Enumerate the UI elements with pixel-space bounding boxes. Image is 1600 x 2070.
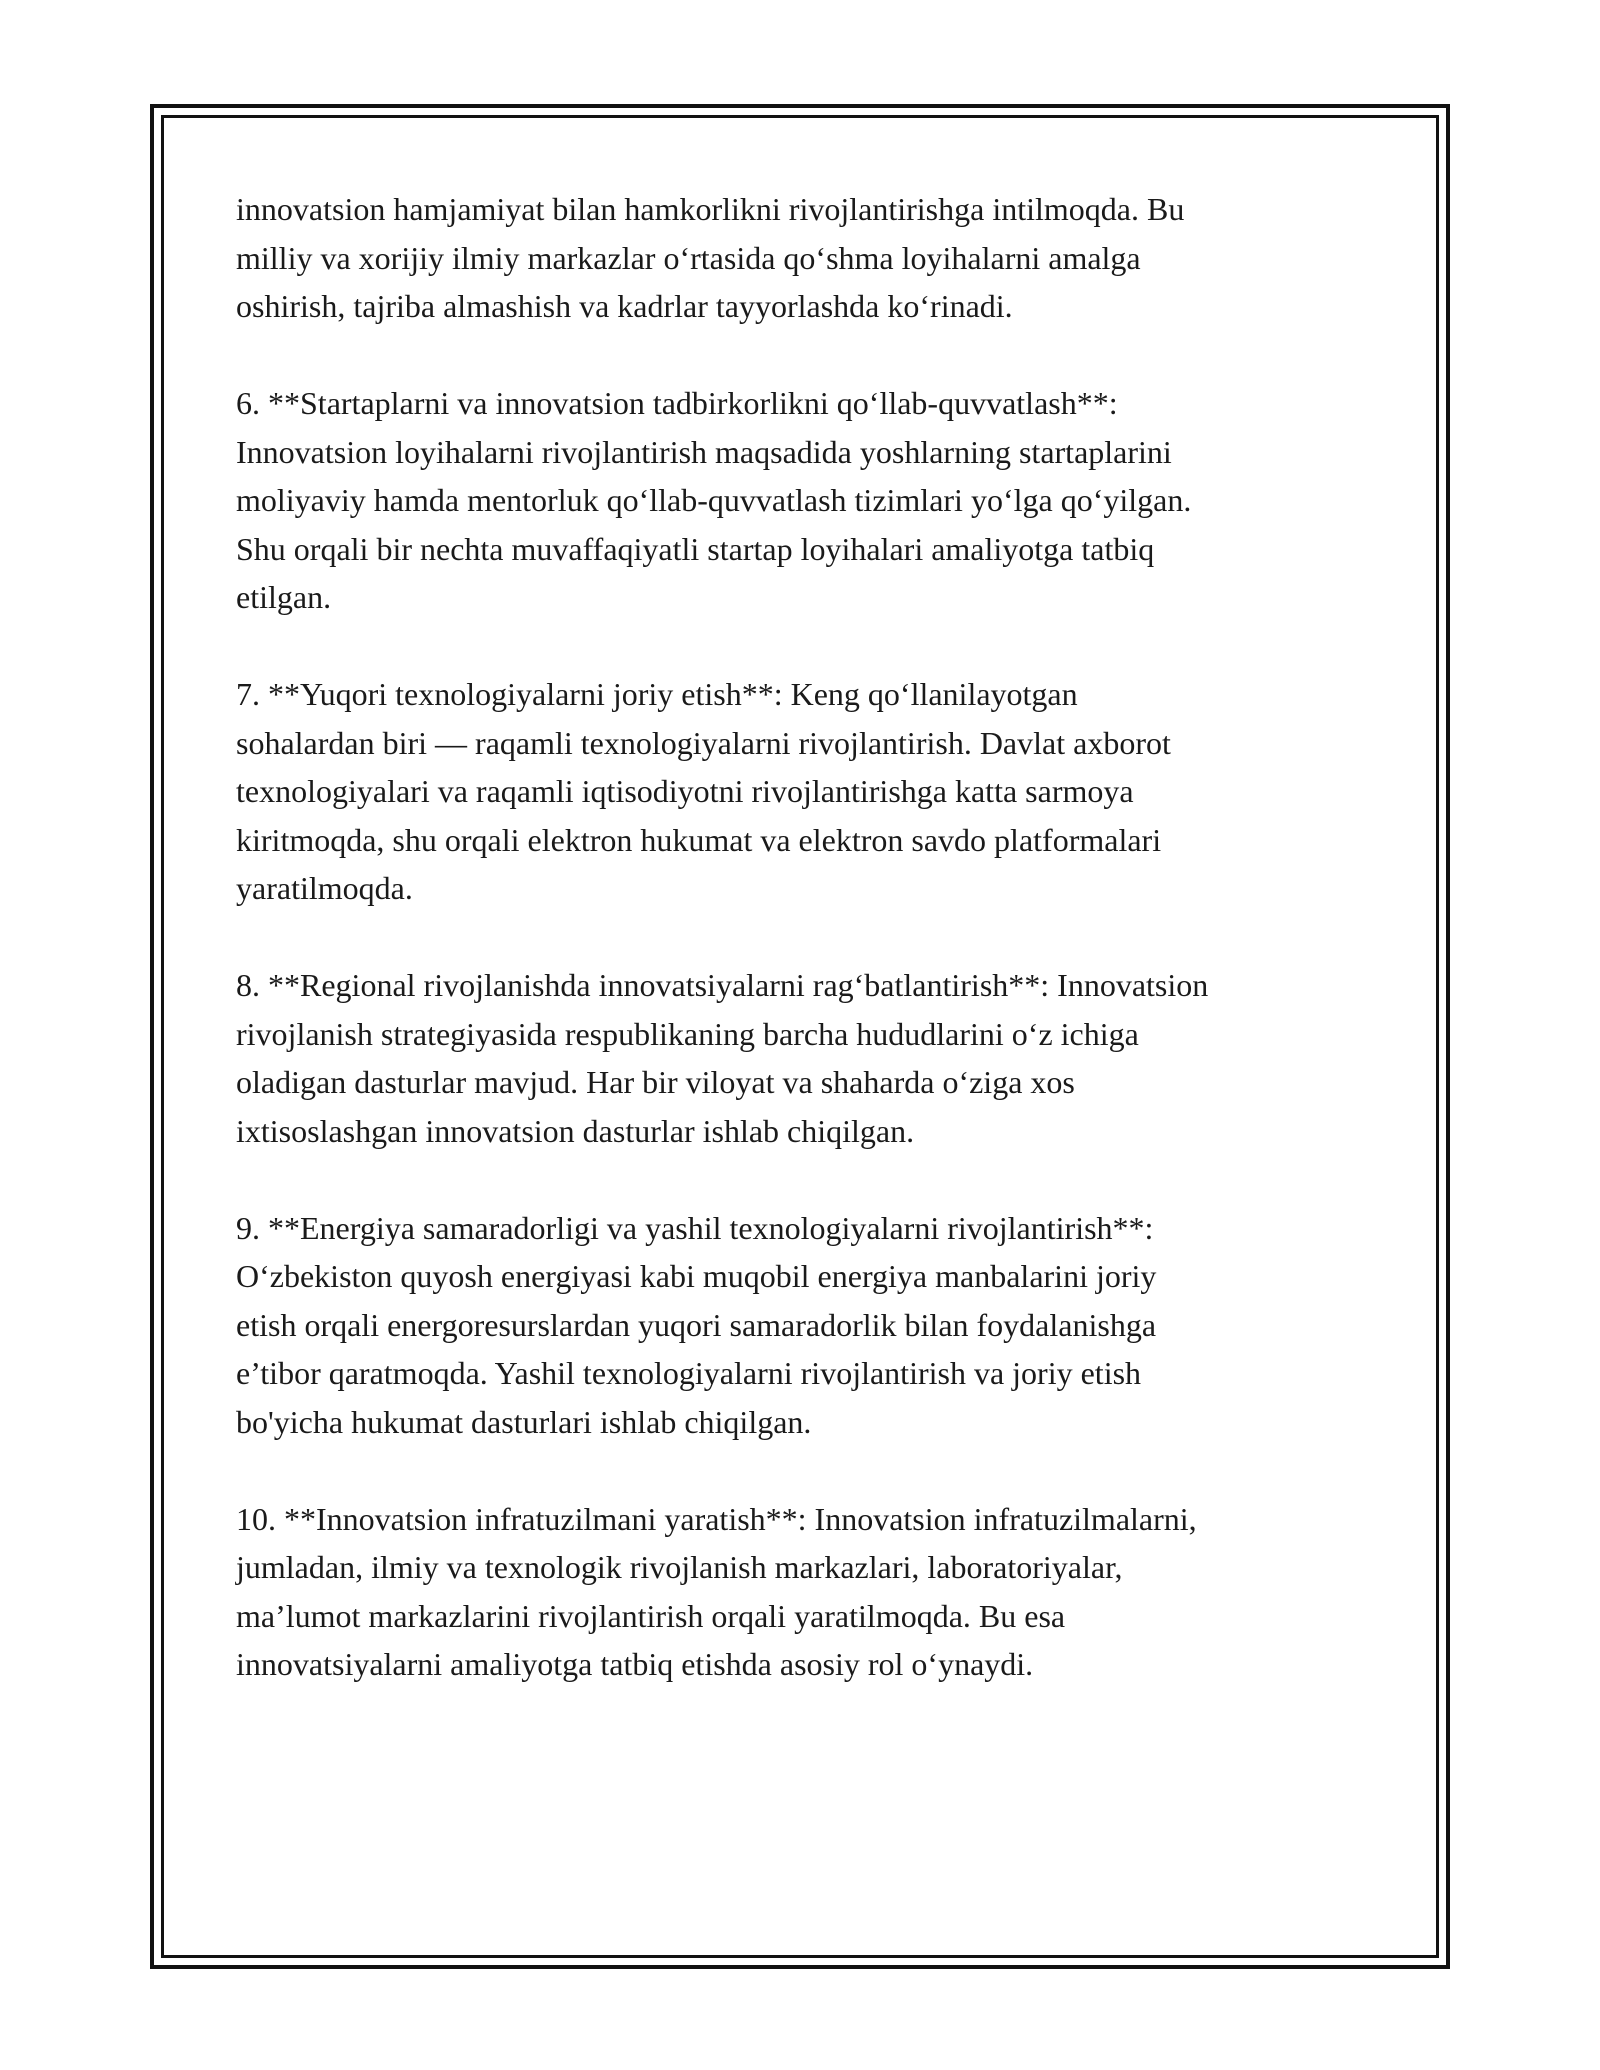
text-line: ma’lumot markazlarini rivojlantirish orqali yaratilmoqda. Bu esa [236, 1597, 1066, 1634]
text-line: ixtisoslashgan innovatsion dasturlar ishlab chiqilgan. [236, 1112, 915, 1149]
text-line: 10. **Innovatsion infratuzilmani yaratish**: Innovatsion infratuzilmalarni, [236, 1500, 1197, 1537]
text-line: 6. **Startaplarni va innovatsion tadbirkorlikni qo‘llab-quvvatlash**: [236, 385, 1118, 421]
paragraph-item-8 [236, 961, 1386, 1155]
text-line: Innovatsion loyihalarni rivojlantirish maqsadida yoshlarning startaplarini [236, 433, 1172, 470]
paragraph-intro-continued [236, 185, 1386, 331]
text-line: moliyaviy hamda mentorluk qo‘llab-quvvatlash tizimlari yo‘lga qo‘yilgan. [236, 482, 1192, 518]
text-line: bo'yicha hukumat dasturlari ishlab chiqilgan. [236, 1403, 812, 1440]
paragraph-item-10 [236, 1495, 1386, 1689]
text-line: kiritmoqda, shu orqali elektron hukumat va elektron savdo platformalari [236, 821, 1162, 858]
paragraph-item-9 [236, 1204, 1386, 1447]
text-line: etish orqali energoresurslardan yuqori samaradorlik bilan foydalanishga [236, 1306, 1157, 1343]
text-line: oladigan dasturlar mavjud. Har bir viloyat va shaharda o‘ziga xos [236, 1064, 1075, 1100]
text-line: milliy va xorijiy ilmiy markazlar o‘rtasida qo‘shma loyihalarni amalga [236, 239, 1141, 276]
text-line: rivojlanish strategiyasida respublikaning barcha hududlarini o‘z ichiga [236, 1015, 1139, 1052]
text-line: texnologiyalari va raqamli iqtisodiyotni rivojlantirishga katta sarmoya [236, 773, 1134, 809]
text-line: etilgan. [236, 579, 332, 615]
text-line: 8. **Regional rivojlanishda innovatsiyalarni rag‘batlantirish**: Innovatsion [236, 967, 1209, 1003]
text-line: e’tibor qaratmoqda. Yashil texnologiyalarni rivojlantirish va joriy etish [236, 1355, 1142, 1391]
text-line: Shu orqali bir nechta muvaffaqiyatli startap loyihalari amaliyotga tatbiq [236, 530, 1155, 567]
text-line: 9. **Energiya samaradorligi va yashil texnologiyalarni rivojlantirish**: [236, 1209, 1154, 1246]
paragraph-item-6 [236, 379, 1386, 622]
text-line: innovatsiyalarni amaliyotga tatbiq etishda asosiy rol o‘ynaydi. [236, 1646, 1034, 1682]
text-line: sohalardan biri — raqamli texnologiyalarni rivojlantirish. Davlat axborot [236, 724, 1171, 761]
text-line: oshirish, tajriba almashish va kadrlar tayyorlashda ko‘rinadi. [236, 288, 1013, 324]
text-line: jumladan, ilmiy va texnologik rivojlanish markazlari, laboratoriyalar, [236, 1549, 1123, 1585]
text-line: 7. **Yuqori texnologiyalarni joriy etish**: Keng qo‘llanilayotgan [236, 676, 1078, 712]
paragraph-item-7 [236, 670, 1386, 913]
document-body [236, 185, 1386, 1737]
text-line: O‘zbekiston quyosh energiyasi kabi muqobil energiya manbalarini joriy [236, 1258, 1157, 1294]
text-line: innovatsion hamjamiyat bilan hamkorlikni rivojlantirishga intilmoqda. Bu [236, 191, 1185, 227]
text-line: yaratilmoqda. [236, 870, 413, 906]
